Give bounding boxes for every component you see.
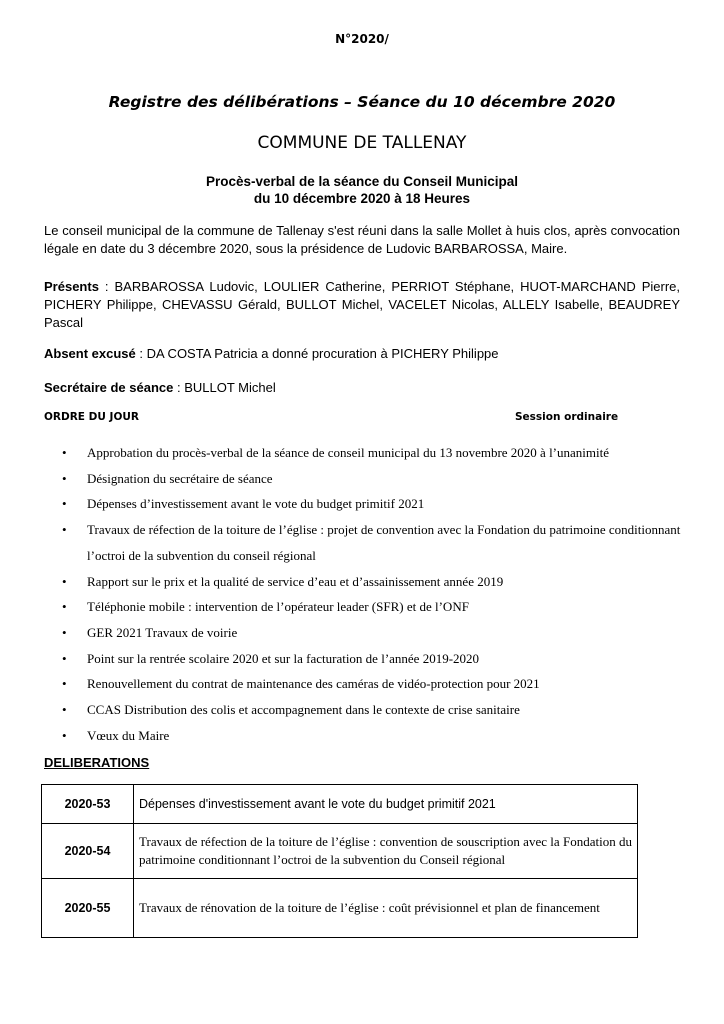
deliberations-heading: DELIBERATIONS (44, 755, 150, 770)
deliberation-title: Travaux de rénovation de la toiture de l’église : coût prévisionnel et plan de financement (134, 879, 638, 938)
agenda-item: • Approbation du procès-verbal de la séance de conseil municipal du 13 novembre 2020 à l’unanimité (58, 440, 698, 466)
intro-paragraph: Le conseil municipal de la commune de Tallenay s'est réuni dans la salle Mollet à huis clos, après convocation légale en date du 3 décembre 2020, sous la présidence de Ludovic BARBAROSSA, Maire. (44, 223, 680, 256)
agenda-item: • Travaux de réfection de la toiture de l’église : projet de convention avec la Fondation du patrimoine conditionnant l’octroi de la subvention du conseil régional (58, 517, 698, 568)
absent-text: : DA COSTA Patricia a donné procuration à PICHERY Philippe (135, 346, 499, 361)
session-label: Session ordinaire (515, 411, 619, 423)
agenda-item: • CCAS Distribution des colis et accompagnement dans le contexte de crise sanitaire (58, 697, 698, 723)
agenda-item: • Renouvellement du contrat de maintenance des caméras de vidéo-protection pour 2021 (58, 671, 698, 697)
presents-label: Présents (44, 279, 99, 294)
agenda-item: • Vœux du Maire (58, 723, 698, 749)
agenda-item: • Rapport sur le prix et la qualité de service d’eau et d’assainissement année 2019 (58, 569, 698, 595)
table-row (42, 785, 638, 824)
deliberation-code: 2020-54 (42, 824, 134, 879)
agenda-list (58, 440, 698, 748)
agenda-item: • Dépenses d’investissement avant le vote du budget primitif 2021 (58, 491, 698, 517)
secretaire-label: Secrétaire de séance (44, 380, 174, 395)
presents-text: : BARBAROSSA Ludovic, LOULIER Catherine, PERRIOT Stéphane, HUOT-MARCHAND Pierre, PICHERY Philippe, CHEVASSU Gérald, BULLOT Michel, VACELET Nicolas, ALLELY Isabelle, BEAUDREY Pascal (44, 279, 680, 330)
ordre-du-jour-heading: ORDRE DU JOUR (44, 411, 139, 423)
deliberation-title: Dépenses d'investissement avant le vote du budget primitif 2021 (134, 785, 638, 824)
table-row (42, 879, 638, 938)
agenda-item: • Téléphonie mobile : intervention de l’opérateur leader (SFR) et de l’ONF (58, 594, 698, 620)
deliberation-title: Travaux de réfection de la toiture de l’église : convention de souscription avec la Fondation du patrimoine conditionnant l’octroi de la subvention du Conseil régional (134, 824, 638, 879)
secretaire-paragraph (44, 379, 680, 397)
registre-title: Registre des délibérations – Séance du 10 décembre 2020 (108, 93, 616, 111)
agenda-item: • Désignation du secrétaire de séance (58, 466, 698, 492)
commune-title: COMMUNE DE TALLENAY (257, 133, 467, 153)
proces-verbal-date: du 10 décembre 2020 à 18 Heures (253, 191, 471, 206)
agenda-item: • GER 2021 Travaux de voirie (58, 620, 698, 646)
absent-label: Absent excusé (44, 346, 136, 361)
proces-verbal-title: Procès-verbal de la séance du Conseil Municipal (205, 174, 519, 189)
document-number: N°2020/ (335, 32, 389, 46)
secretaire-text: : BULLOT Michel (173, 380, 276, 395)
agenda-item: • Point sur la rentrée scolaire 2020 et sur la facturation de l’année 2019-2020 (58, 646, 698, 672)
table-row (42, 824, 638, 879)
deliberations-table (41, 784, 638, 938)
presents-paragraph (44, 278, 680, 332)
absent-paragraph (44, 345, 680, 363)
deliberation-code: 2020-53 (42, 785, 134, 824)
deliberation-code: 2020-55 (42, 879, 134, 938)
